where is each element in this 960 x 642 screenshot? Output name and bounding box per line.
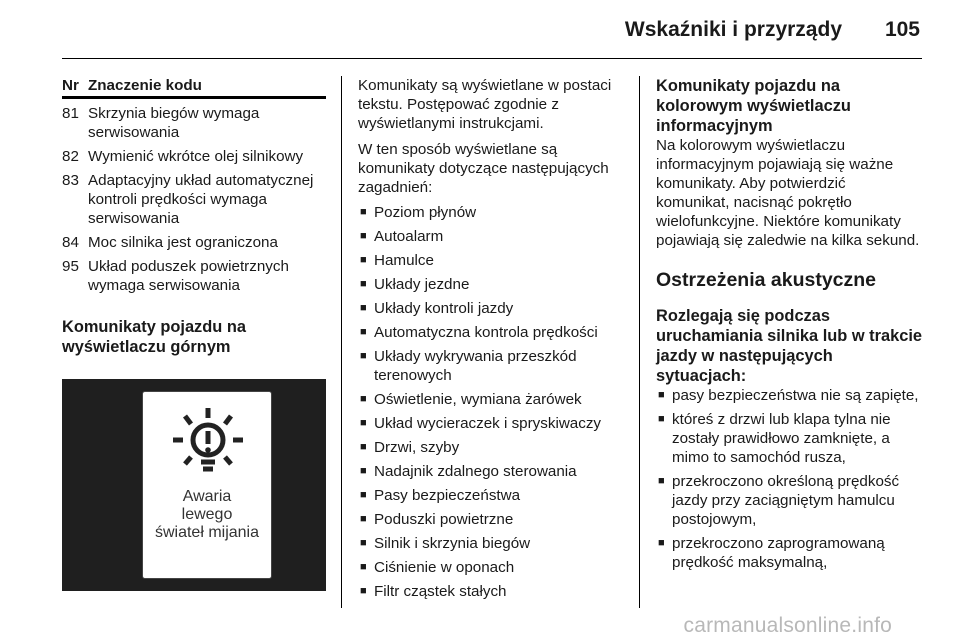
code-table bbox=[62, 104, 326, 295]
bullet-icon: ■ bbox=[360, 417, 367, 429]
list-item: ■ przekroczono zaprogramowaną prędkość maksymalną, bbox=[658, 535, 885, 571]
list-item: ■ Układ wycieraczek i spryskiwaczy bbox=[360, 415, 602, 432]
list-item: ■ Filtr cząstek stałych bbox=[360, 583, 507, 600]
list-item: ■ Drzwi, szyby bbox=[360, 439, 460, 456]
display-panel bbox=[142, 391, 272, 579]
list-item: ■ pasy bezpieczeństwa nie są zapięte, bbox=[658, 387, 919, 404]
list-item: ■ Pasy bezpieczeństwa bbox=[360, 487, 521, 504]
table-row bbox=[62, 147, 326, 166]
topics-paragraph: W ten sposób wyświetlane są komunikaty dotyczące następujących zagadnień: bbox=[358, 141, 609, 196]
bullet-icon: ■ bbox=[360, 254, 367, 266]
list-item: ■ Układy wykrywania przeszkód terenowych bbox=[360, 348, 577, 384]
table-cell-text: Moc silnika jest ograniczona bbox=[88, 234, 278, 251]
list-item: ■ Poziom płynów bbox=[360, 204, 477, 221]
list-item: ■ przekroczono określoną prędkość jazdy przy zaciągniętym hamulcu postojowym, bbox=[658, 473, 900, 528]
header-rule bbox=[62, 58, 922, 59]
table-header-nr: Nr bbox=[62, 77, 79, 94]
watermark: carmanualsonline.info bbox=[683, 614, 892, 637]
table-cell-nr: 84 bbox=[62, 234, 79, 251]
acoustic-subheading: Rozlegają się podczas uruchamiania silnika lub w trakcie jazdy w następujących sytuacjach: bbox=[656, 307, 922, 385]
table-cell-nr: 83 bbox=[62, 172, 79, 189]
header-title: Wskaźniki i przyrządy bbox=[624, 18, 842, 41]
list-item: ■ któreś z drzwi lub klapa tylna nie zostały prawidłowo zamknięte, a mimo to samochód rusza, bbox=[658, 411, 891, 466]
intro-paragraph: Komunikaty są wyświetlane w postaci tekstu. Postępować zgodnie z wyświetlanymi instrukcjami. bbox=[358, 77, 612, 132]
column-3 bbox=[656, 76, 922, 577]
table-row bbox=[62, 257, 326, 295]
table-cell-nr: 82 bbox=[62, 148, 79, 165]
table-row bbox=[62, 104, 326, 142]
list-item: ■ Automatyczna kontrola prędkości bbox=[360, 324, 598, 341]
table-cell-nr: 95 bbox=[62, 258, 79, 275]
bullet-icon: ■ bbox=[360, 465, 367, 477]
table-cell-text: Skrzynia biegów wymaga serwisowania bbox=[88, 105, 260, 141]
list-item: ■ Nadajnik zdalnego sterowania bbox=[360, 463, 577, 480]
bullet-icon: ■ bbox=[360, 441, 367, 453]
bullet-icon: ■ bbox=[360, 302, 367, 314]
section-heading-upper-display: Komunikaty pojazdu na wyświetlaczu górnym bbox=[62, 318, 246, 356]
acoustic-list bbox=[656, 386, 922, 572]
color-display-paragraph: Na kolorowym wyświetlaczu informacyjnym pojawiają się ważne komunikaty. Aby potwierdzić komunikat, nacisnąć pokrętło wielofunkcyjne. Niektóre komunikaty pojawiają się zaledwie na kilka sekund. bbox=[656, 137, 920, 249]
bullet-icon: ■ bbox=[360, 230, 367, 242]
bulb-warning-icon bbox=[169, 406, 247, 480]
list-item: ■ Ciśnienie w oponach bbox=[360, 559, 515, 576]
list-item: ■ Poduszki powietrzne bbox=[360, 511, 514, 528]
display-message bbox=[143, 488, 271, 542]
column-divider bbox=[341, 76, 342, 608]
page-number: 105 bbox=[884, 18, 920, 41]
section-heading-color-display: Komunikaty pojazdu na kolorowym wyświetlaczu informacyjnym bbox=[656, 77, 851, 135]
list-item: ■ Układy jezdne bbox=[360, 276, 470, 293]
list-item: ■ Oświetlenie, wymiana żarówek bbox=[360, 391, 582, 408]
table-cell-text: Adaptacyjny układ automatycznej kontroli prędkości wymaga serwisowania bbox=[88, 172, 314, 227]
table-header bbox=[62, 76, 326, 99]
table-header-meaning: Znaczenie kodu bbox=[88, 77, 202, 94]
display-message-line: lewego bbox=[181, 506, 233, 523]
display-message-line: Awaria bbox=[182, 488, 232, 505]
bullet-icon: ■ bbox=[360, 537, 367, 549]
column-1 bbox=[62, 76, 326, 591]
bullet-icon: ■ bbox=[658, 475, 665, 487]
column-divider bbox=[639, 76, 640, 608]
page-header bbox=[0, 0, 960, 58]
bullet-icon: ■ bbox=[360, 278, 367, 290]
table-cell-nr: 81 bbox=[62, 105, 79, 122]
bullet-icon: ■ bbox=[360, 561, 367, 573]
list-item: ■ Autoalarm bbox=[360, 228, 444, 245]
table-row bbox=[62, 171, 326, 228]
section-heading-acoustic: Ostrzeżenia akustyczne bbox=[656, 269, 877, 291]
list-item: ■ Hamulce bbox=[360, 252, 434, 269]
bullet-icon: ■ bbox=[360, 393, 367, 405]
bullet-icon: ■ bbox=[658, 413, 665, 425]
bullet-icon: ■ bbox=[360, 513, 367, 525]
table-cell-text: Układ poduszek powietrznych wymaga serwisowania bbox=[88, 258, 289, 294]
list-item: ■ Układy kontroli jazdy bbox=[360, 300, 514, 317]
bullet-icon: ■ bbox=[658, 389, 665, 401]
bullet-icon: ■ bbox=[360, 350, 367, 362]
bullet-icon: ■ bbox=[360, 585, 367, 597]
upper-display-figure bbox=[62, 379, 326, 591]
bullet-icon: ■ bbox=[658, 537, 665, 549]
list-item: ■ Silnik i skrzynia biegów bbox=[360, 535, 531, 552]
table-cell-text: Wymienić wkrótce olej silnikowy bbox=[88, 148, 304, 165]
column-2 bbox=[358, 76, 628, 606]
bullet-icon: ■ bbox=[360, 489, 367, 501]
table-row bbox=[62, 233, 326, 252]
bullet-icon: ■ bbox=[360, 326, 367, 338]
display-message-line: świateł mijania bbox=[154, 524, 260, 541]
topic-list bbox=[358, 203, 628, 601]
bullet-icon: ■ bbox=[360, 206, 367, 218]
